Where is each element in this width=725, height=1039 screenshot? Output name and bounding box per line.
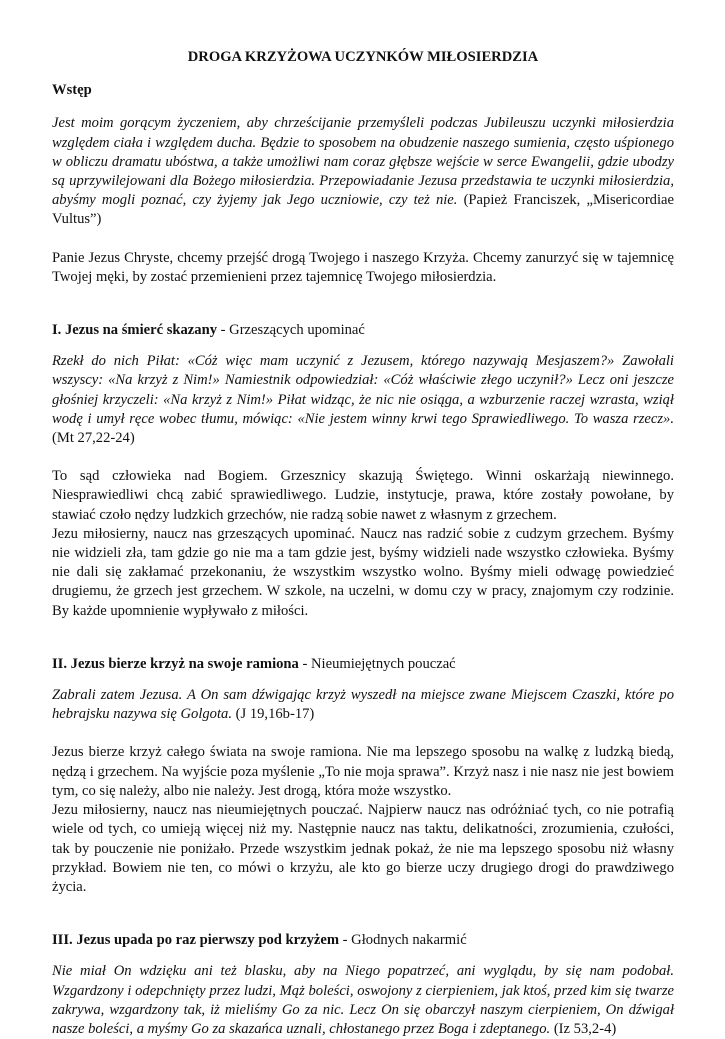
intro-quote-ref: (Papież Franciszek, „Misericordiae Vultus”): [52, 192, 674, 228]
station-heading-2: [52, 655, 674, 674]
station-quote-paragraph-2: [52, 686, 674, 724]
station-heading-3: [52, 931, 674, 950]
intro-heading: Wstęp: [52, 82, 92, 99]
document-title: DROGA KRZYŻOWA UCZYNKÓW MIŁOSIERDZIA: [187, 49, 539, 65]
station-quote-paragraph-3: [52, 962, 674, 1039]
intro-quote-paragraph: [52, 114, 674, 229]
station-paragraph: Jezu miłosierny, naucz nas nieumiejętnych pouczać. Najpierw naucz nas odróżniać tych, co nie potrafią wiele od tych, co umieją więcej niż my. Następnie naucz nas taktu, delikatności, zrozumienia, czułości, tak by pouczenie nie poniżało. Przede wszystkim jednak pokaż, że nie ma lepszego sposobu niż własny przykład. Bowiem nie ten, co mówi o krzyżu, ale kto go bierze uczy drugiego drogi do prawdziwego życia.: [52, 802, 674, 895]
station-quote: Zabrali zatem Jezusa. A On sam dźwigając krzyż wyszedł na miejsce zwane Miejscem Czaszki, które po hebrajsku nazywa się Golgota.: [52, 687, 674, 723]
station-paragraph: To sąd człowieka nad Bogiem. Grzesznicy skazują Świętego. Winni oskarżają niewinnego. Niesprawiedliwi chcą zabić sprawiedliwego. Ludzie, instytucje, prawa, które zostały powołane, by stawiać czoło nędzy ludzkich grzechów, nie radzą sobie nawet z własnym z grzechem.: [52, 468, 674, 523]
station-quote-ref: (Iz 53,2-4): [550, 1020, 617, 1037]
station-paragraph: Jezu miłosierny, naucz nas grzeszących upominać. Naucz nas radzić sobie z cudzym grzechem. Byśmy nie widzieli zła, tam gdzie go nie ma a tam gdzie jest, byśmy widzieli nade wszystko człowieka. Byśmy nie dali się zakłamać przekonaniu, że wszystkim wszystko wolno. Byśmy mieli odwagę powiedzieć drugiemu, że grzech jest grzechem. W szkole, na uczelni, w domu czy w pracy, znajomym czy rodzinie. By każde upomnienie wypływało z miłości.: [52, 525, 674, 619]
station-title: III. Jezus upada po raz pierwszy pod krzyżem: [52, 932, 340, 949]
station-quote: Rzekł do nich Piłat: «Cóż więc mam uczynić z Jezusem, którego nazywają Mesjaszem?» Zawołali wszyscy: «Na krzyż z Nim!» Namiestnik odpowiedział: «Cóż właściwie złego uczynił?» Lecz oni jeszcze głośniej krzyczeli: «Na krzyż z Nim!» Piłat widząc, że nic nie osiąga, a wzburzenie raczej wzrasta, wziął wodę i umył ręce wobec tłumu, mówiąc: «Nie jestem winny krwi tego Sprawiedliwego. To wasza rzecz».: [52, 353, 674, 427]
station-subtitle: - Grzeszących upominać: [217, 322, 365, 339]
station-quote-ref: (Mt 27,22-24): [52, 430, 135, 447]
station-subtitle: - Głodnych nakarmić: [339, 932, 467, 949]
intro-quote: Jest moim gorącym życzeniem, aby chrześcijanie przemyśleli podczas Jubileuszu uczynki miłosierdzia względem ciała i względem ducha. Będzie to sposobem na obudzenie naszego sumienia, często uśpionego w obliczu dramatu ubóstwa, a także umożliwi nam coraz głębsze wejście w serce Ewangelii, gdzie ubodzy są uprzywilejowani dla Bożego miłosierdzia. Przepowiadanie Jezusa przedstawia te uczynki miłosierdzia, abyśmy mogli poznać, czy żyjemy jak Jego uczniowie, czy też nie.: [52, 115, 674, 209]
station-title: II. Jezus bierze krzyż na swoje ramiona: [52, 655, 299, 672]
station-heading-1: [52, 321, 674, 340]
station-title: I. Jezus na śmierć skazany: [52, 322, 217, 339]
station-quote: Nie miał On wdzięku ani też blasku, aby na Niego popatrzeć, ani wyglądu, by się nam podobał. Wzgardzony i odepchnięty przez ludzi, Mąż boleści, oswojony z cierpieniem, jak ktoś, przed kim się twarze zakrywa, wzgardzony tak, iż mieliśmy Go za nic. Lecz On się obarczył naszym cierpieniem, On dźwigał nasze boleści, a myśmy Go za skazańca uznali, chłostanego przez Boga i zdeptanego.: [52, 963, 674, 1037]
document-page: [52, 48, 674, 1039]
intro-prayer: Panie Jezus Chryste, chcemy przejść drogą Twojego i naszego Krzyża. Chcemy zanurzyć się w tajemnicę Twojej męki, by zostać przemienieni przez tajemnicę Twojego miłosierdzia.: [52, 249, 674, 285]
station-subtitle: - Nieumiejętnych pouczać: [298, 655, 456, 672]
station-quote-paragraph-1: [52, 352, 674, 448]
station-quote-ref: (J 19,16b-17): [231, 706, 315, 723]
station-paragraph: Jezus bierze krzyż całego świata na swoje ramiona. Nie ma lepszego sposobu na walkę z ludzką biedą, nędzą i grzechem. Na wyjście poza myślenie „To nie moja sprawa”. Krzyż nasz i nie nasz nie jest bowiem tym, co się należy, albo nie należy. Jest drogą, która może wszystko.: [52, 744, 674, 799]
